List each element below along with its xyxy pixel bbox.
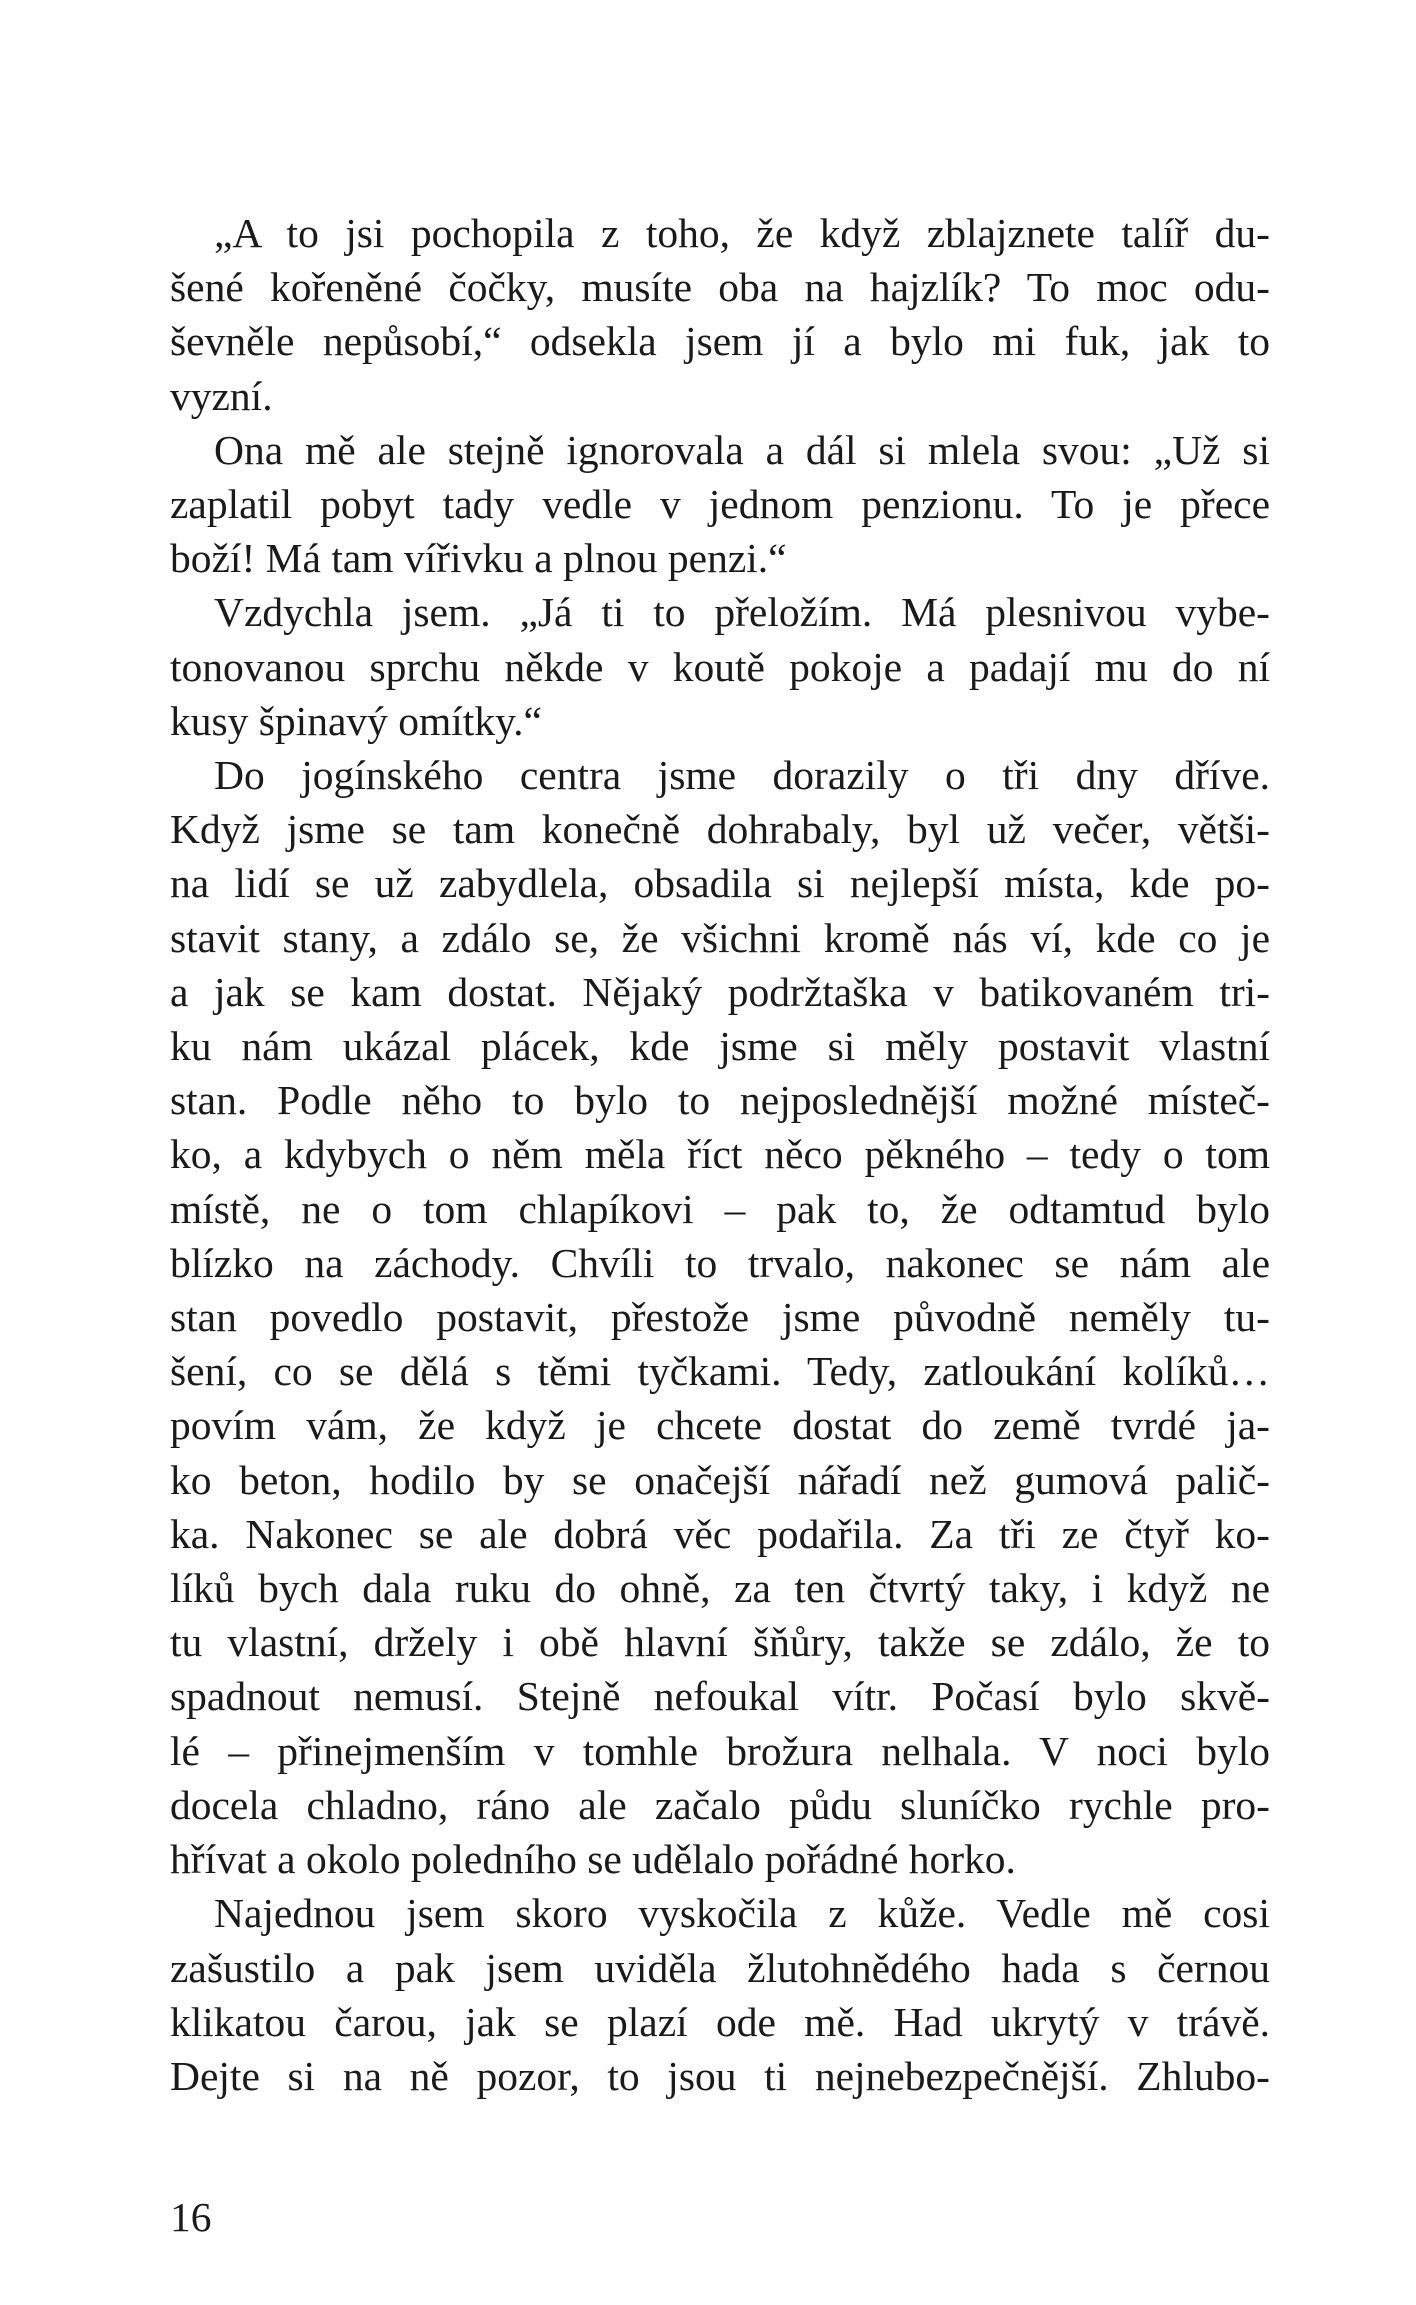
text-line: zaplatil pobyt tady vedle v jednom penzionu. To je přece <box>170 481 1270 528</box>
text-line: spadnout nemusí. Stejně nefoukal vítr. Počasí bylo skvě- <box>170 1673 1270 1720</box>
text-line: kusy špinavý omítky.“ <box>170 697 542 744</box>
text-line: blízko na záchody. Chvíli to trvalo, nakonec se nám ale <box>170 1239 1270 1286</box>
text-line: vyzní. <box>170 372 273 419</box>
text-line: ko, a kdybych o něm měla říct něco pěkného – tedy o tom <box>170 1131 1270 1178</box>
text-line: stavit stany, a zdálo se, že všichni kromě nás ví, kde co je <box>170 914 1270 961</box>
text-line: povím vám, že když je chcete dostat do země tvrdé ja- <box>170 1402 1270 1449</box>
text-line: Když jsme se tam konečně dohrabaly, byl už večer, větši- <box>170 806 1270 853</box>
page-number: 16 <box>170 2194 212 2240</box>
text-line: stan povedlo postavit, přestože jsme původně neměly tu- <box>170 1294 1270 1341</box>
text-line: ku nám ukázal plácek, kde jsme si měly postavit vlastní <box>170 1023 1270 1070</box>
text-line: Do jogínského centra jsme dorazily o tři dny dříve. <box>214 752 1270 799</box>
text-line: ševněle nepůsobí,“ odsekla jsem jí a bylo mi fuk, jak to <box>170 318 1270 365</box>
text-line: „A to jsi pochopila z toho, že když zblajznete talíř du- <box>214 210 1270 256</box>
text-line: a jak se kam dostat. Nějaký podržtaška v batikovaném tri- <box>170 968 1270 1015</box>
text-line: šení, co se dělá s těmi tyčkami. Tedy, zatloukání kolíků… <box>170 1348 1270 1395</box>
text-line: místě, ne o tom chlapíkovi – pak to, že odtamtud bylo <box>170 1185 1270 1232</box>
text-line: Vzdychla jsem. „Já ti to přeložím. Má plesnivou vybe- <box>214 589 1270 636</box>
text-line: šené kořeněné čočky, musíte oba na hajzlík? To moc odu- <box>170 264 1270 311</box>
text-line: lé – přinejmenším v tomhle brožura nelhala. V noci bylo <box>170 1727 1270 1774</box>
text-line: stan. Podle něho to bylo to nejposlednější možné místeč- <box>170 1077 1270 1124</box>
text-line: Ona mě ale stejně ignorovala a dál si mlela svou: „Už si <box>214 426 1270 473</box>
text-line: klikatou čarou, jak se plazí ode mě. Had ukrytý v trávě. <box>170 1998 1270 2045</box>
text-line: ka. Nakonec se ale dobrá věc podařila. Za tři ze čtyř ko- <box>170 1510 1270 1557</box>
text-line: docela chladno, ráno ale začalo půdu sluníčko rychle pro- <box>170 1781 1270 1828</box>
text-line: tu vlastní, držely i obě hlavní šňůry, takže se zdálo, že to <box>170 1619 1270 1666</box>
text-line: hřívat a okolo poledního se udělalo pořádné horko. <box>170 1836 1016 1883</box>
text-line: ko beton, hodilo by se onačejší nářadí než gumová palič- <box>170 1456 1270 1503</box>
text-line: na lidí se už zabydlela, obsadila si nejlepší místa, kde po- <box>170 860 1270 907</box>
text-line: Najednou jsem skoro vyskočila z kůže. Vedle mě cosi <box>214 1890 1270 1937</box>
text-line: tonovanou sprchu někde v koutě pokoje a padají mu do ní <box>170 643 1270 690</box>
text-line: boží! Má tam vířivku a plnou penzi.“ <box>170 535 787 582</box>
text-line: zašustilo a pak jsem uviděla žlutohnědého hada s černou <box>170 1944 1270 1991</box>
text-line: líků bych dala ruku do ohně, za ten čtvrtý taky, i když ne <box>170 1565 1270 1612</box>
text-line: Dejte si na ně pozor, to jsou ti nejnebezpečnější. Zhlubo- <box>170 2052 1270 2099</box>
body-text <box>170 206 1270 2103</box>
